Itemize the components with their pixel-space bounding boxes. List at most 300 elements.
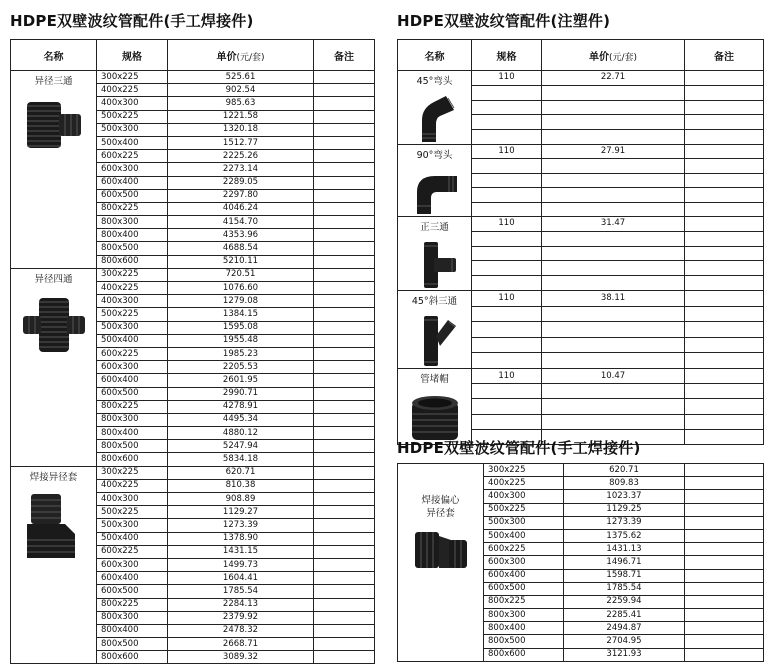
spec-cell: 600x400 [97,572,168,585]
remark-cell [314,413,375,426]
price-cell [542,202,685,216]
remark-cell [685,291,764,307]
spec-cell: 800x300 [97,611,168,624]
spec-cell [472,322,542,338]
spec-cell [472,115,542,130]
fitting-name: 焊接异径套 [29,471,78,483]
remark-cell [685,569,764,582]
price-cell [542,173,685,187]
fitting-name-cell [398,291,472,369]
table-row [398,145,764,159]
remark-cell [685,464,764,477]
spec-cell: 110 [472,71,542,86]
spec-cell: 400x225 [97,282,168,295]
header-name: 名称 [398,40,472,71]
remark-cell [314,598,375,611]
spec-cell: 800x300 [97,413,168,426]
price-cell: 4880.12 [168,427,314,440]
spec-cell: 800x500 [97,440,168,453]
price-cell: 1279.08 [168,295,314,308]
price-cell: 2668.71 [168,638,314,651]
spec-cell: 110 [472,145,542,159]
price-cell: 1598.71 [564,569,685,582]
spec-cell [472,130,542,145]
price-cell [542,353,685,369]
price-cell: 1595.08 [168,321,314,334]
remark-cell [685,516,764,529]
remark-cell [685,622,764,635]
table-row [398,291,764,307]
spec-cell [472,173,542,187]
reducing-tee-icon [11,94,96,156]
price-cell: 1129.25 [564,503,685,516]
fitting-name: 异径四通 [34,273,73,285]
header-price: 单价(元/套) [542,40,685,71]
spec-cell: 800x600 [97,651,168,664]
spec-cell [472,337,542,353]
price-cell [542,100,685,115]
fitting-name: 45°斜三通 [411,296,458,307]
price-cell: 4495.34 [168,413,314,426]
spec-cell: 500x300 [484,516,564,529]
remark-cell [314,123,375,136]
header-spec: 规格 [472,40,542,71]
price-cell: 620.71 [564,464,685,477]
spec-cell: 110 [472,369,542,384]
price-cell [542,414,685,429]
price-cell: 2273.14 [168,163,314,176]
remark-cell [314,110,375,123]
price-cell: 22.71 [542,71,685,86]
fitting-name-cell [11,466,97,664]
spec-cell [472,231,542,246]
price-cell: 2205.53 [168,361,314,374]
remark-cell [314,71,375,84]
price-cell: 1129.27 [168,506,314,519]
remark-cell [314,400,375,413]
remark-cell [314,558,375,571]
remark-cell [685,369,764,384]
fitting-name-cell [398,369,472,445]
spec-cell: 500x400 [484,529,564,542]
price-cell: 1375.62 [564,529,685,542]
price-cell: 810.38 [168,479,314,492]
remark-cell [314,466,375,479]
spec-cell: 500x225 [97,308,168,321]
spec-cell [472,246,542,261]
fitting-name: 90°弯头 [416,150,453,161]
remark-cell [685,159,764,173]
spec-cell: 600x500 [97,387,168,400]
remark-cell [685,337,764,353]
remark-cell [685,115,764,130]
spec-cell: 800x225 [97,598,168,611]
spec-cell [472,202,542,216]
remark-cell [314,611,375,624]
price-cell: 1378.90 [168,532,314,545]
price-cell: 720.51 [168,268,314,281]
spec-cell: 800x600 [97,255,168,268]
remark-cell [685,399,764,414]
price-cell: 2601.95 [168,374,314,387]
remark-cell [314,229,375,242]
remark-cell [685,217,764,232]
spec-cell: 500x400 [97,136,168,149]
header-remark: 备注 [314,40,375,71]
price-cell: 1785.54 [168,585,314,598]
spec-cell: 600x225 [97,545,168,558]
spec-cell: 500x300 [97,321,168,334]
remark-cell [685,503,764,516]
spec-cell: 800x500 [97,638,168,651]
price-cell: 5834.18 [168,453,314,466]
price-cell: 5210.11 [168,255,314,268]
spec-cell: 500x225 [97,110,168,123]
price-cell: 1496.71 [564,556,685,569]
spec-cell: 800x225 [97,400,168,413]
table-row [11,466,375,479]
price-cell [542,188,685,202]
fitting-name: 管堵帽 [420,374,449,385]
spec-cell: 600x300 [97,163,168,176]
spec-cell: 800x400 [97,229,168,242]
injection-fittings-table [397,39,764,445]
remark-cell [314,545,375,558]
spec-cell: 500x300 [97,123,168,136]
price-cell [542,231,685,246]
remark-cell [314,624,375,637]
price-cell: 2478.32 [168,624,314,637]
remark-cell [314,334,375,347]
remark-cell [685,85,764,100]
price-cell: 620.71 [168,466,314,479]
price-cell: 1320.18 [168,123,314,136]
price-cell: 1273.39 [564,516,685,529]
price-cell: 4688.54 [168,242,314,255]
remark-cell [314,202,375,215]
spec-cell [472,384,542,399]
price-cell: 1431.15 [168,545,314,558]
price-cell: 38.11 [542,291,685,307]
price-cell [542,130,685,145]
spec-cell: 600x500 [97,585,168,598]
remark-cell [314,479,375,492]
price-cell [542,276,685,291]
price-cell: 10.47 [542,369,685,384]
spec-cell [472,100,542,115]
header-remark: 备注 [685,40,764,71]
price-cell: 4154.70 [168,216,314,229]
remark-cell [314,651,375,664]
price-cell: 1221.58 [168,110,314,123]
spec-cell: 600x225 [97,347,168,360]
remark-cell [685,130,764,145]
spec-cell: 800x400 [97,427,168,440]
price-cell [542,246,685,261]
remark-cell [314,638,375,651]
price-cell: 2285.41 [564,609,685,622]
spec-cell: 600x300 [97,361,168,374]
remark-cell [314,97,375,110]
remark-cell [314,361,375,374]
spec-cell: 800x400 [484,622,564,635]
remark-cell [314,440,375,453]
remark-cell [685,543,764,556]
price-cell: 1273.39 [168,519,314,532]
spec-cell: 110 [472,291,542,307]
fitting-name-cell [11,71,97,269]
eccentric-reducer-icon [398,526,483,572]
remark-cell [685,261,764,276]
right-top-title: HDPE双壁波纹管配件(注塑件) [397,12,611,30]
price-cell: 2297.80 [168,189,314,202]
elbow-45-icon [398,94,471,144]
price-cell: 525.61 [168,71,314,84]
remark-cell [685,306,764,322]
spec-cell: 600x400 [484,569,564,582]
remark-cell [314,295,375,308]
remark-cell [685,635,764,648]
remark-cell [314,519,375,532]
remark-cell [685,100,764,115]
price-cell: 4046.24 [168,202,314,215]
remark-cell [685,145,764,159]
fitting-name-cell [398,145,472,217]
price-cell: 4278.91 [168,400,314,413]
price-cell: 902.54 [168,84,314,97]
fitting-name: 焊接偏心 [421,495,460,506]
fitting-name-cell [11,268,97,466]
spec-cell: 800x600 [97,453,168,466]
eccentric-reducer-table [397,463,764,662]
left-title: HDPE双壁波纹管配件(手工焊接件) [10,12,254,30]
remark-cell [314,585,375,598]
remark-cell [314,255,375,268]
price-cell: 1384.15 [168,308,314,321]
spec-cell: 110 [472,217,542,232]
spec-cell: 500x400 [97,532,168,545]
remark-cell [685,529,764,542]
price-cell: 1499.73 [168,558,314,571]
remark-cell [685,276,764,291]
price-cell: 2990.71 [168,387,314,400]
price-cell: 1985.23 [168,347,314,360]
remark-cell [314,427,375,440]
remark-cell [314,506,375,519]
spec-cell: 800x600 [484,648,564,661]
spec-cell: 600x400 [97,374,168,387]
remark-cell [314,532,375,545]
table-row [398,217,764,232]
spec-cell: 400x300 [97,97,168,110]
fitting-name-cell [398,217,472,291]
fitting-name: 45°弯头 [416,76,453,87]
fitting-name: 异径套 [426,508,455,519]
spec-cell: 300x225 [484,464,564,477]
spec-cell: 800x300 [484,609,564,622]
remark-cell [314,282,375,295]
price-cell: 2225.26 [168,150,314,163]
price-cell: 908.89 [168,493,314,506]
remark-cell [685,477,764,490]
price-cell: 2494.87 [564,622,685,635]
spec-cell: 600x300 [97,558,168,571]
header-spec: 规格 [97,40,168,71]
tee-icon [398,240,471,290]
spec-cell: 400x300 [97,295,168,308]
table-row [398,464,764,477]
table-row [398,71,764,86]
spec-cell: 600x500 [484,582,564,595]
price-cell [542,337,685,353]
spec-cell: 600x300 [484,556,564,569]
price-cell [542,399,685,414]
remark-cell [685,595,764,608]
price-cell [542,115,685,130]
spec-cell: 800x300 [97,216,168,229]
remark-cell [685,246,764,261]
spec-cell: 500x300 [97,519,168,532]
table-header-row [398,40,764,71]
spec-cell: 300x225 [97,466,168,479]
remark-cell [314,150,375,163]
spec-cell: 800x225 [484,595,564,608]
remark-cell [314,163,375,176]
reducer-sleeve-icon [11,490,96,562]
price-cell: 5247.94 [168,440,314,453]
fitting-name: 正三通 [420,222,449,233]
price-cell [542,384,685,399]
remark-cell [314,268,375,281]
price-cell: 1023.37 [564,490,685,503]
spec-cell: 800x225 [97,202,168,215]
spec-cell: 800x400 [97,624,168,637]
spec-cell [472,414,542,429]
table-header-row [11,40,375,71]
spec-cell: 400x225 [97,479,168,492]
fitting-name-cell [398,464,484,662]
remark-cell [314,242,375,255]
spec-cell: 600x225 [97,150,168,163]
remark-cell [685,648,764,661]
spec-cell: 600x500 [97,189,168,202]
remark-cell [685,71,764,86]
price-cell [542,261,685,276]
price-cell [542,159,685,173]
spec-cell [472,276,542,291]
spec-cell: 500x225 [484,503,564,516]
right-bottom-title: HDPE双壁波纹管配件(手工焊接件) [397,439,641,457]
price-cell [542,306,685,322]
wye-45-icon [398,314,471,368]
remark-cell [685,353,764,369]
spec-cell [472,261,542,276]
spec-cell: 800x500 [97,242,168,255]
remark-cell [685,609,764,622]
remark-cell [685,582,764,595]
remark-cell [685,414,764,429]
table-row [398,369,764,384]
price-cell: 2259.94 [564,595,685,608]
table-row [11,268,375,281]
spec-cell: 400x300 [484,490,564,503]
spec-cell [472,306,542,322]
remark-cell [314,572,375,585]
remark-cell [314,374,375,387]
remark-cell [685,188,764,202]
spec-cell: 300x225 [97,268,168,281]
spec-cell: 600x400 [97,176,168,189]
spec-cell: 500x225 [97,506,168,519]
spec-cell: 300x225 [97,71,168,84]
remark-cell [685,202,764,216]
table-row [11,71,375,84]
remark-cell [314,321,375,334]
price-cell: 1604.41 [168,572,314,585]
remark-cell [314,176,375,189]
price-cell: 4353.96 [168,229,314,242]
fitting-name-cell [398,71,472,145]
price-cell [542,85,685,100]
price-cell [542,322,685,338]
spec-cell [472,159,542,173]
remark-cell [314,136,375,149]
price-cell: 3089.32 [168,651,314,664]
price-cell: 1785.54 [564,582,685,595]
price-cell: 809.83 [564,477,685,490]
price-cell: 31.47 [542,217,685,232]
spec-cell [472,353,542,369]
spec-cell: 400x225 [97,84,168,97]
elbow-90-icon [398,168,471,216]
fitting-name: 异径三通 [34,76,73,87]
remark-cell [685,231,764,246]
remark-cell [314,216,375,229]
spec-cell [472,188,542,202]
reducing-cross-icon [11,292,96,358]
price-cell: 27.91 [542,145,685,159]
header-name: 名称 [11,40,97,71]
price-cell: 2704.95 [564,635,685,648]
remark-cell [685,429,764,444]
remark-cell [314,189,375,202]
remark-cell [685,322,764,338]
remark-cell [685,384,764,399]
remark-cell [314,84,375,97]
price-cell: 985.63 [168,97,314,110]
price-cell: 2284.13 [168,598,314,611]
spec-cell: 600x225 [484,543,564,556]
remark-cell [314,347,375,360]
remark-cell [314,453,375,466]
remark-cell [685,556,764,569]
remark-cell [685,490,764,503]
remark-cell [314,308,375,321]
remark-cell [314,493,375,506]
spec-cell: 500x400 [97,334,168,347]
remark-cell [314,387,375,400]
price-cell: 1512.77 [168,136,314,149]
price-cell: 3121.93 [564,648,685,661]
spec-cell [472,399,542,414]
price-cell: 1955.48 [168,334,314,347]
spec-cell: 400x225 [484,477,564,490]
price-cell: 2379.92 [168,611,314,624]
spec-cell: 800x500 [484,635,564,648]
price-cell: 1431.13 [564,543,685,556]
spec-cell [472,85,542,100]
header-price: 单价(元/套) [168,40,314,71]
